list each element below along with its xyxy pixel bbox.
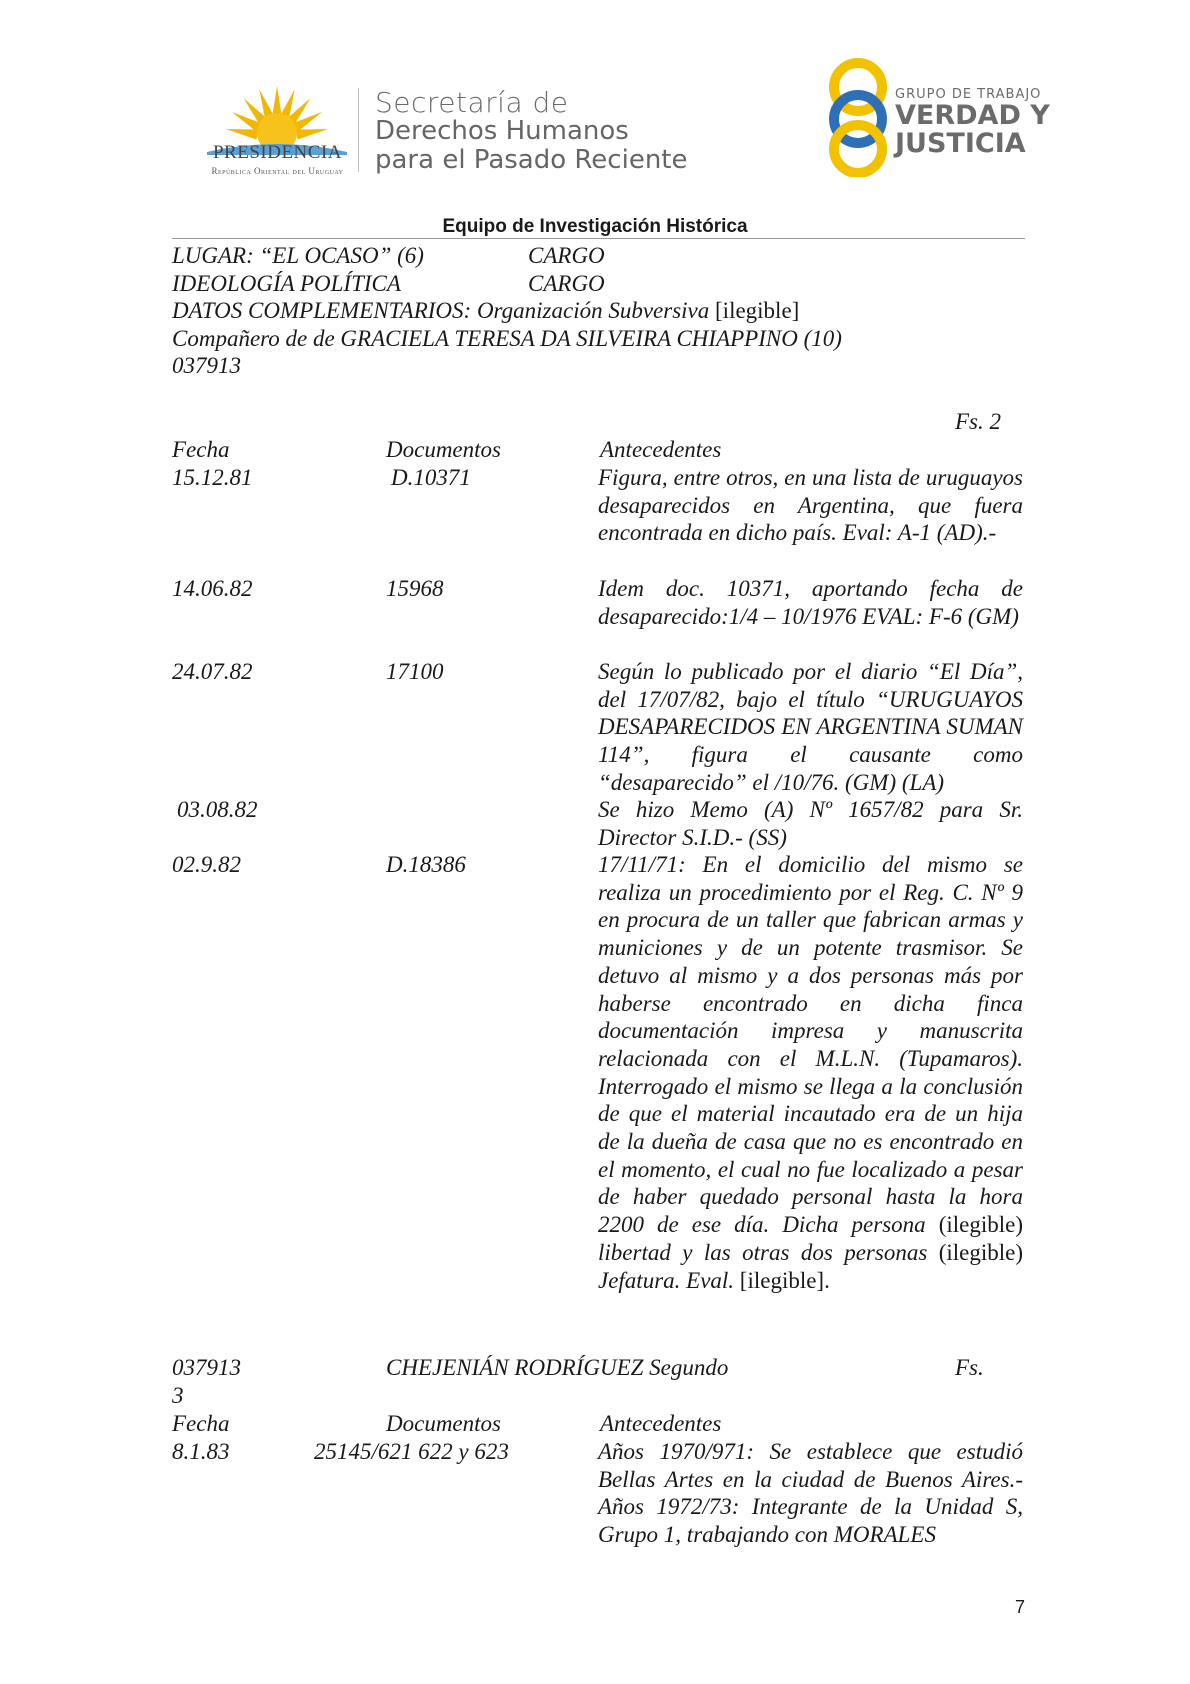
team-title: Equipo de Investigación Histórica	[442, 216, 748, 237]
lugar-label: LUGAR: “EL OCASO” (6)	[172, 243, 424, 268]
verdad-justicia-text	[895, 87, 1050, 158]
col-antecedentes: Antecedentes	[600, 437, 722, 462]
col-fecha: Fecha	[172, 437, 230, 462]
second-folio-number: 3	[172, 1383, 184, 1408]
row-5-ant-e: Jefatura. Eval.	[598, 1267, 740, 1293]
second-col-fecha: Fecha	[172, 1411, 230, 1436]
secretaria-line-3: para el Pasado Reciente	[375, 145, 688, 175]
second-row-doc: 25145/621 622 y 623	[314, 1439, 509, 1464]
row-2-doc: 15968	[386, 576, 444, 601]
second-row-fecha: 8.1.83	[172, 1439, 230, 1464]
rings-icon	[822, 57, 894, 177]
lugar-cargo: CARGO	[528, 243, 605, 268]
row-5-fecha: 02.9.82	[172, 852, 241, 877]
secretaria-line-1: Secretaría de	[375, 86, 569, 119]
row-5-ant-c: libertad y las otras dos personas	[598, 1239, 928, 1265]
presidencia-subtext: República Oriental del Uruguay	[211, 166, 344, 176]
row-5-ant-f: [ilegible].	[739, 1267, 830, 1293]
datos-complementarios	[172, 297, 799, 325]
datos-italic: DATOS COMPLEMENTARIOS: Organización Subversiva	[172, 298, 710, 323]
record-code: 037913	[172, 353, 241, 378]
row-1-fecha: 15.12.81	[172, 465, 253, 490]
row-2-fecha: 14.06.82	[172, 576, 253, 601]
row-1-doc: D.10371	[391, 465, 471, 490]
col-documentos: Documentos	[386, 437, 501, 462]
vdj-line-3: JUSTICIA	[895, 128, 1026, 159]
presidencia-logo	[195, 80, 360, 180]
presidencia-text: PRESIDENCIA	[212, 142, 342, 163]
page-number: 7	[1015, 1597, 1026, 1617]
row-5-ant-b: (ilegible)	[925, 1212, 1023, 1238]
row-5-doc: D.18386	[386, 852, 466, 877]
second-col-documentos: Documentos	[386, 1411, 501, 1436]
row-5-ant-a: 17/11/71: En el domicilio del mismo se realiza un procedimiento por el Reg. C. Nº 9 en procura de un taller que fabrican armas y municiones y de un potente trasmisor. Se detuvo al mismo y a dos personas más por haberse encontrado en dicha finca documentación impresa y manuscrita relacionada con el M.L.N. (Tupamaros). Interrogado el mismo se llega a la conclusión de que el material incautado era de un hija de la dueña de casa que no es encontrado en el momento, el cual no fue localizado a pesar de haber quedado personal hasta la hora 2200 de ese día. Dicha persona	[598, 852, 1023, 1238]
second-code: 037913	[172, 1355, 241, 1380]
logo-divider	[358, 88, 359, 172]
secretaria-line-2: Derechos Humanos	[375, 116, 629, 146]
row-5-antecedentes	[598, 851, 1023, 1294]
row-3-antecedentes: Según lo publicado por el diario “El Día”, del 17/07/82, bajo el título “URUGUAYOS DESAPARECIDOS EN ARGENTINA SUMAN 114”, figura el causante como “desaparecido” el /10/76. (GM) (LA)	[598, 659, 1023, 795]
row-5-ant-d: (ilegible)	[927, 1239, 1023, 1265]
datos-illegible: [ilegible]	[709, 298, 800, 323]
second-folio: Fs.	[955, 1355, 984, 1380]
ideologia-label: IDEOLOGÍA POLÍTICA	[172, 271, 401, 296]
row-4-fecha: 03.08.82	[177, 797, 258, 822]
row-1-antecedentes: Figura, entre otros, en una lista de uruguayos desaparecidos en Argentina, que fuera encontrada en dicho país. Eval: A-1 (AD).-	[598, 465, 1023, 546]
header-rule	[172, 238, 1025, 239]
second-name: CHEJENIÁN RODRÍGUEZ Segundo	[386, 1355, 729, 1380]
row-2-antecedentes: Idem doc. 10371, aportando fecha de desaparecido:1/4 – 10/1976 EVAL: F-6 (GM)	[598, 576, 1023, 629]
second-col-antecedentes: Antecedentes	[600, 1411, 722, 1436]
row-3-doc: 17100	[386, 659, 444, 684]
secretaria-title	[375, 88, 687, 175]
ideologia-cargo: CARGO	[528, 271, 605, 296]
companero-line: Compañero de de GRACIELA TERESA DA SILVEIRA CHIAPPINO (10)	[172, 326, 842, 351]
vdj-line-1: GRUPO DE TRABAJO	[895, 87, 1042, 102]
second-row-antecedentes: Años 1970/971: Se establece que estudió Bellas Artes en la ciudad de Buenos Aires.- Años 1972/73: Integrante de la Unidad S, Grupo 1, trabajando con MORALES	[598, 1439, 1023, 1548]
folio-top: Fs. 2	[955, 409, 1001, 434]
row-3-fecha: 24.07.82	[172, 659, 253, 684]
vdj-line-2: VERDAD Y	[895, 100, 1050, 131]
row-4-antecedentes: Se hizo Memo (A) Nº 1657/82 para Sr. Director S.I.D.- (SS)	[598, 797, 1023, 850]
